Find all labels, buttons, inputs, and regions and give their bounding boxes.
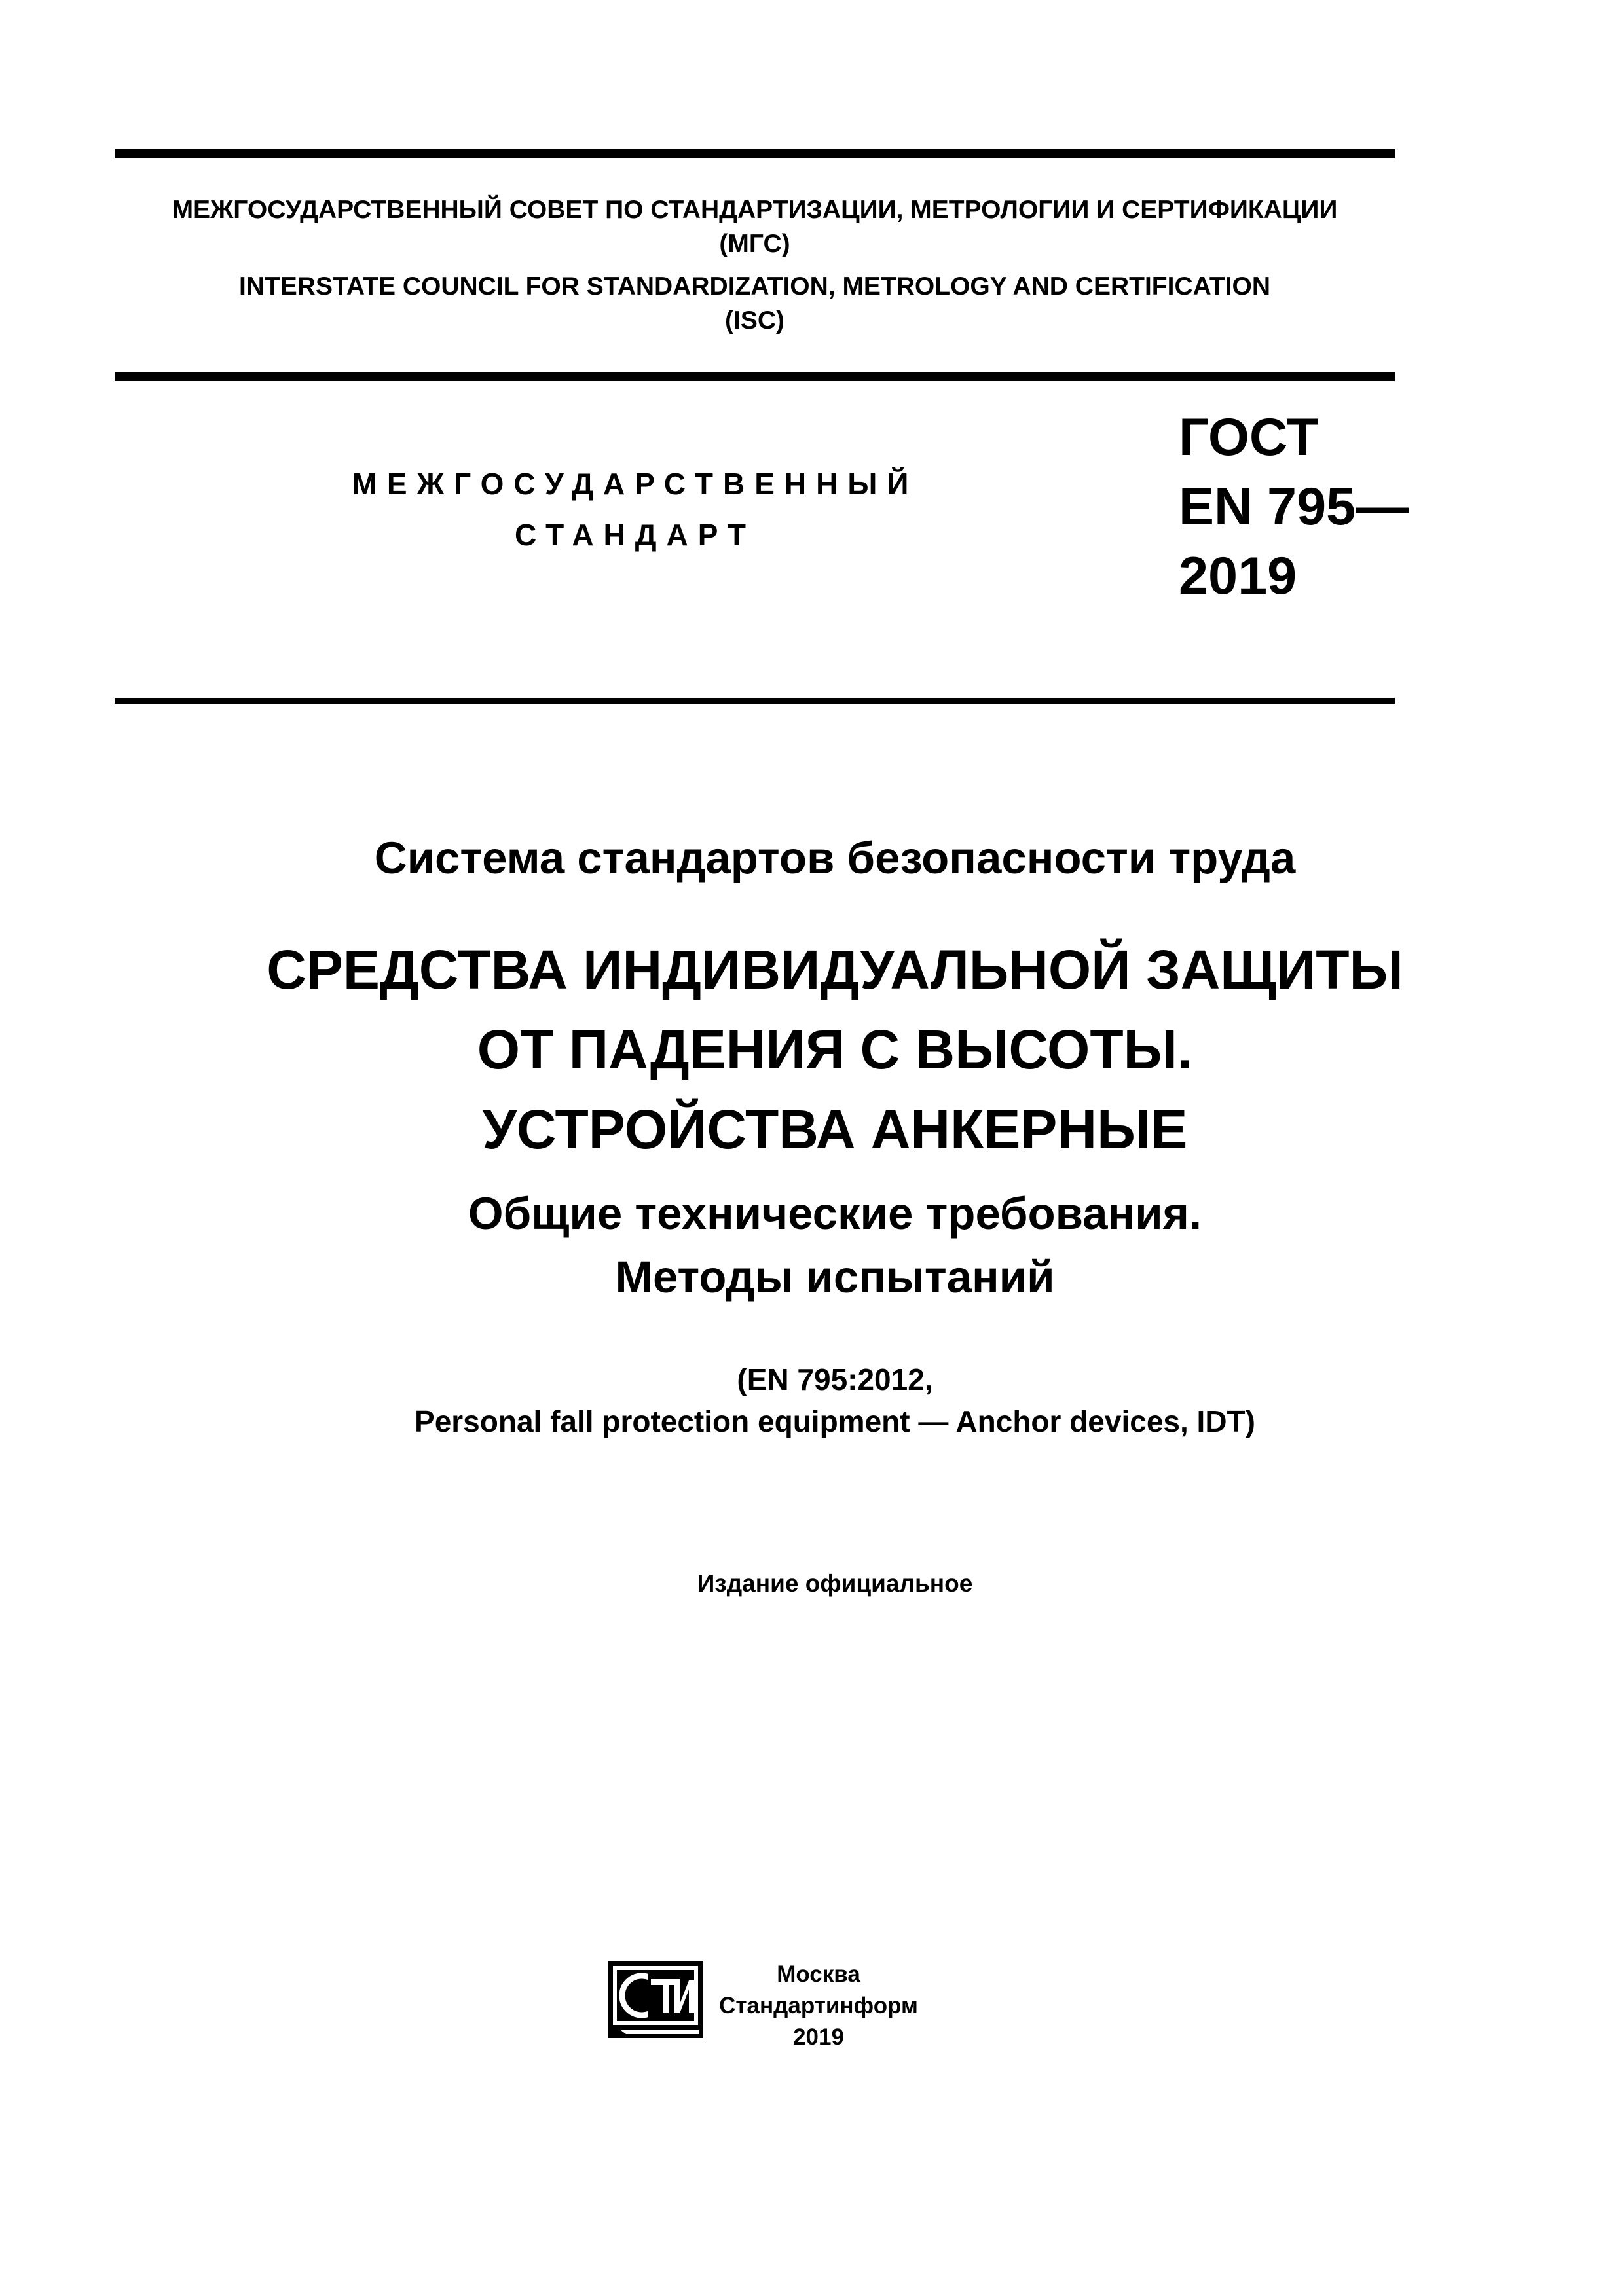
interstate-line2: СТАНДАРТ — [515, 518, 756, 552]
publisher-block — [707, 1959, 930, 2053]
council-en-abbr: (ISC) — [725, 306, 784, 335]
gost-line3: 2019 — [1179, 547, 1297, 606]
interstate-standard-label — [255, 458, 1015, 560]
gost-line2: EN 795— — [1179, 477, 1409, 536]
en-reference — [115, 1358, 1555, 1442]
council-ru-block — [115, 193, 1395, 261]
subtitle-line1: Общие технические требования. — [468, 1188, 1202, 1239]
en-reference-line1: (EN 795:2012, — [737, 1362, 933, 1396]
council-ru-abbr: (МГС) — [719, 230, 790, 258]
main-title-line3: УСТРОЙСТВА АНКЕРНЫЕ — [482, 1099, 1188, 1160]
publisher-city: Москва — [777, 1961, 860, 1987]
council-en-name: INTERSTATE COUNCIL FOR STANDARDIZATION, METROLOGY AND CERTIFICATION — [238, 272, 1271, 301]
subtitle — [115, 1182, 1555, 1309]
interstate-line1: МЕЖГОСУДАРСТВЕННЫЙ — [352, 467, 919, 501]
subtitle-line2: Методы испытаний — [615, 1252, 1055, 1302]
main-title — [115, 930, 1555, 1169]
main-title-line2: ОТ ПАДЕНИЯ С ВЫСОТЫ. — [477, 1019, 1193, 1080]
publisher-name: Стандартинформ — [719, 1993, 918, 2018]
council-en-block — [115, 270, 1395, 338]
en-reference-line2: Personal fall protection equipment — Anchor devices, IDT) — [415, 1404, 1255, 1438]
gost-designation — [1179, 403, 1409, 611]
designation-bottom-rule — [115, 698, 1395, 704]
publisher-year: 2019 — [793, 2024, 844, 2050]
header-bottom-rule — [115, 372, 1395, 381]
standartinform-logo-icon — [608, 1961, 703, 2038]
gost-line1: ГОСТ — [1179, 408, 1319, 467]
top-rule — [115, 149, 1395, 158]
council-ru-name: МЕЖГОСУДАРСТВЕННЫЙ СОВЕТ ПО СТАНДАРТИЗАЦИИ, МЕТРОЛОГИИ И СЕРТИФИКАЦИИ — [172, 196, 1338, 224]
edition-label: Издание официальное — [697, 1570, 973, 1597]
series-title: Система стандартов безопасности труда — [374, 833, 1296, 883]
main-title-line1: СРЕДСТВА ИНДИВИДУАЛЬНОЙ ЗАЩИТЫ — [267, 939, 1403, 1000]
